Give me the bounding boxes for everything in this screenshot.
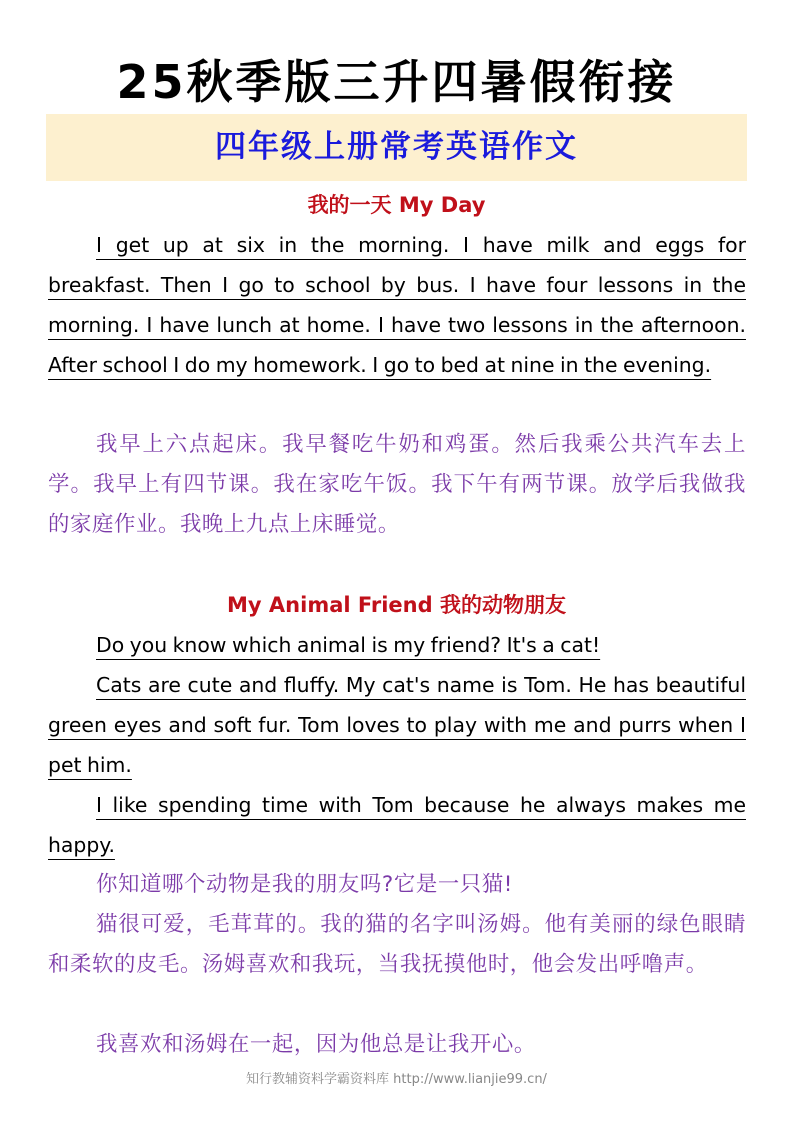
section-heading-my-day: 我的一天 My Day (307, 193, 486, 217)
section-heading-animal-friend: My Animal Friend 我的动物朋友 (227, 593, 566, 617)
subtitle-banner (46, 114, 747, 181)
english-paragraph-animal-1 (48, 625, 746, 665)
english-paragraph-text: I like spending time with Tom because he always makes me happy. (48, 793, 746, 857)
page-title: 25秋季版三升四暑假衔接 (116, 55, 677, 109)
english-paragraph-my-day (48, 225, 746, 385)
chinese-paragraph-my-day: 我早上六点起床。我早餐吃牛奶和鸡蛋。然后我乘公共汽车去上学。我早上有四节课。我在家吃午饭。我下午有两节课。放学后我做我的家庭作业。我晚上九点上床睡觉。 (48, 432, 746, 537)
english-paragraph-animal-3 (48, 785, 746, 865)
chinese-paragraph-animal-1: 你知道哪个动物是我的朋友吗?它是一只猫! (96, 872, 513, 897)
english-paragraph-text: I get up at six in the morning. I have milk and eggs for breakfast. Then I go to school by bus. I have four lessons in the morning. I have lunch at home. I have two lessons in the afternoon. After school I do my homework. I go to bed at nine in the evening. (48, 233, 746, 377)
chinese-paragraph-animal-3: 我喜欢和汤姆在一起，因为他总是让我开心。 (96, 1032, 536, 1057)
english-paragraph-text: Do you know which animal is my friend? It's a cat! (96, 633, 601, 657)
english-paragraph-text: Cats are cute and fluffy. My cat's name is Tom. He has beautiful green eyes and soft fur. Tom loves to play with me and purrs when I pet him. (48, 673, 746, 777)
english-paragraph-animal-2 (48, 665, 746, 785)
page-subtitle: 四年级上册常考英语作文 (215, 129, 578, 165)
chinese-paragraph-animal-2: 猫很可爱，毛茸茸的。我的猫的名字叫汤姆。他有美丽的绿色眼睛和柔软的皮毛。汤姆喜欢和我玩，当我抚摸他时，他会发出呼噜声。 (48, 912, 746, 977)
footer-watermark: 知行教辅资料学霸资料库 http://www.lianjie99.cn/ (246, 1072, 547, 1087)
